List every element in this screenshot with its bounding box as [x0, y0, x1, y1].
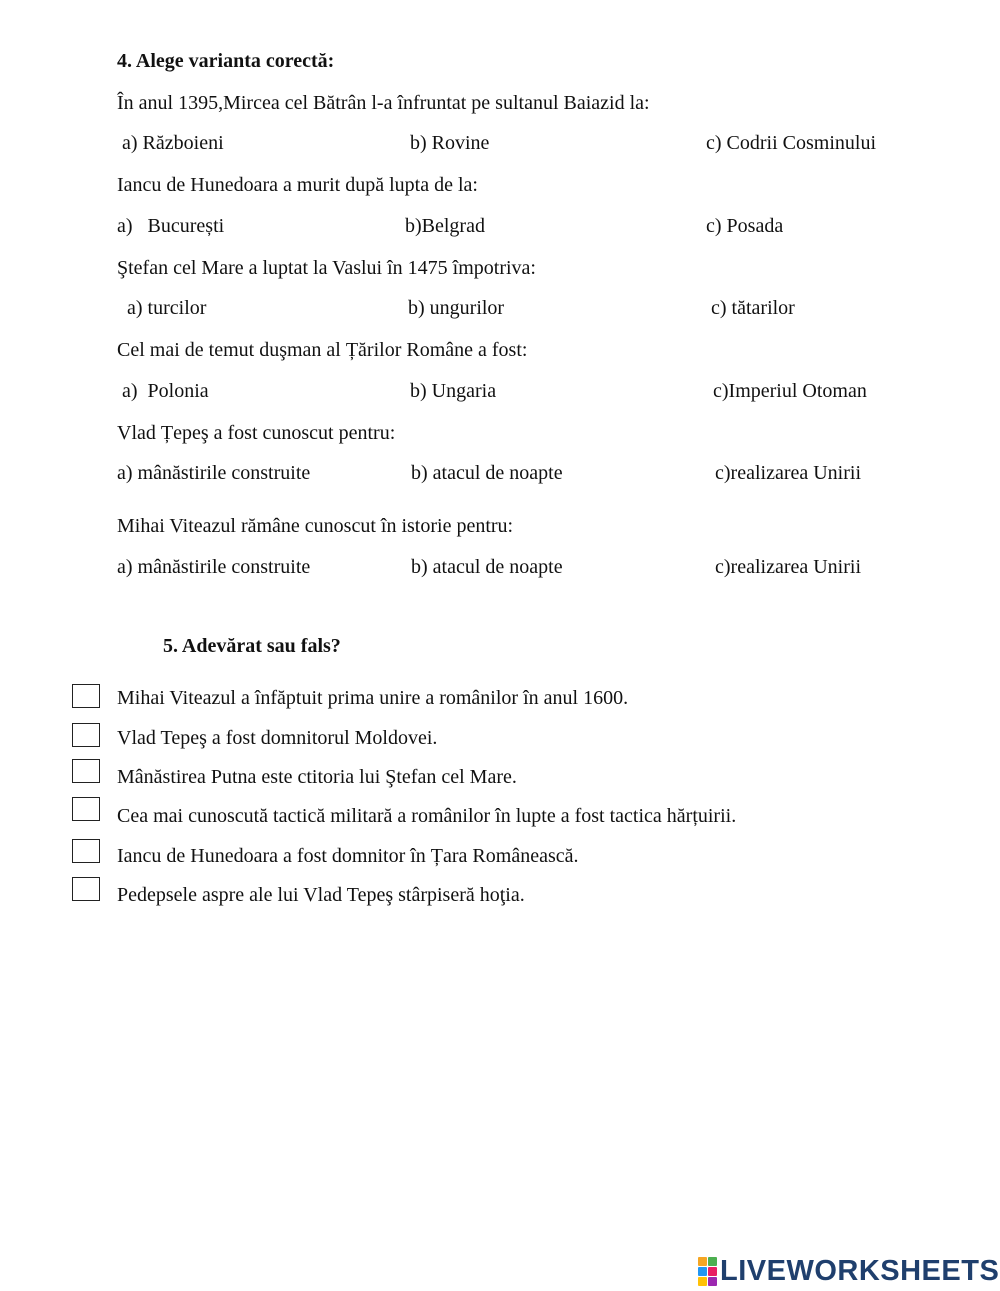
question-6-option-a[interactable]: a) mânăstirile construite — [117, 556, 311, 578]
question-6-option-b[interactable]: b) atacul de noapte — [411, 556, 563, 578]
question-1-option-c[interactable]: c) Codrii Cosminului — [706, 132, 876, 154]
question-2-option-a[interactable]: a) București — [117, 215, 225, 237]
question-3-text: Ştefan cel Mare a luptat la Vaslui în 1475 împotriva: — [117, 257, 536, 279]
question-2-text: Iancu de Hunedoara a murit după lupta de la: — [117, 174, 478, 196]
question-3-option-a[interactable]: a) turcilor — [127, 297, 207, 319]
question-3-option-b[interactable]: b) ungurilor — [408, 297, 505, 319]
question-2-option-c[interactable]: c) Posada — [706, 215, 784, 237]
statement-1: Mihai Viteazul a înfăptuit prima unire a românilor în anul 1600. — [117, 687, 629, 709]
question-4-option-a[interactable]: a) Polonia — [122, 380, 209, 402]
question-2-option-b[interactable]: b)Belgrad — [405, 215, 485, 237]
answer-checkbox-5[interactable] — [72, 839, 100, 863]
section-5-heading: 5. Adevărat sau fals? — [163, 635, 341, 657]
question-1-option-b[interactable]: b) Rovine — [410, 132, 490, 154]
question-4-option-b[interactable]: b) Ungaria — [410, 380, 497, 402]
question-6-text: Mihai Viteazul rămâne cunoscut în istorie pentru: — [117, 515, 514, 537]
answer-checkbox-4[interactable] — [72, 797, 100, 821]
statement-6: Pedepsele aspre ale lui Vlad Tepeş stârpiseră hoţia. — [117, 884, 525, 906]
statement-4: Cea mai cunoscută tactică militară a românilor în lupte a fost tactica hărțuirii. — [117, 805, 737, 827]
question-4-option-c[interactable]: c)Imperiul Otoman — [713, 380, 867, 402]
question-4-text: Cel mai de temut duşman al Țărilor Române a fost: — [117, 339, 528, 361]
question-6-option-c[interactable]: c)realizarea Unirii — [715, 556, 862, 578]
liveworksheets-brand-text: LIVEWORKSHEETS — [720, 1254, 1000, 1287]
answer-checkbox-2[interactable] — [72, 723, 100, 747]
answer-checkbox-3[interactable] — [72, 759, 100, 783]
question-5-text: Vlad Țepeş a fost cunoscut pentru: — [117, 422, 396, 444]
statement-5: Iancu de Hunedoara a fost domnitor în Țara Românească. — [117, 845, 579, 867]
question-1-text: În anul 1395,Mircea cel Bătrân l-a înfruntat pe sultanul Baiazid la: — [117, 92, 650, 114]
question-3-option-c[interactable]: c) tătarilor — [711, 297, 795, 319]
section-4-heading: 4. Alege varianta corectă: — [117, 50, 335, 72]
question-5-option-b[interactable]: b) atacul de noapte — [411, 462, 563, 484]
statement-2: Vlad Tepeş a fost domnitorul Moldovei. — [117, 727, 438, 749]
liveworksheets-logo[interactable] — [698, 1255, 999, 1287]
answer-checkbox-1[interactable] — [72, 684, 100, 708]
answer-checkbox-6[interactable] — [72, 877, 100, 901]
statement-3: Mânăstirea Putna este ctitoria lui Ştefan cel Mare. — [117, 766, 517, 788]
liveworksheets-logo-icon — [698, 1257, 717, 1286]
question-5-option-a[interactable]: a) mânăstirile construite — [117, 462, 311, 484]
question-5-option-c[interactable]: c)realizarea Unirii — [715, 462, 862, 484]
question-1-option-a[interactable]: a) Războieni — [122, 132, 224, 154]
